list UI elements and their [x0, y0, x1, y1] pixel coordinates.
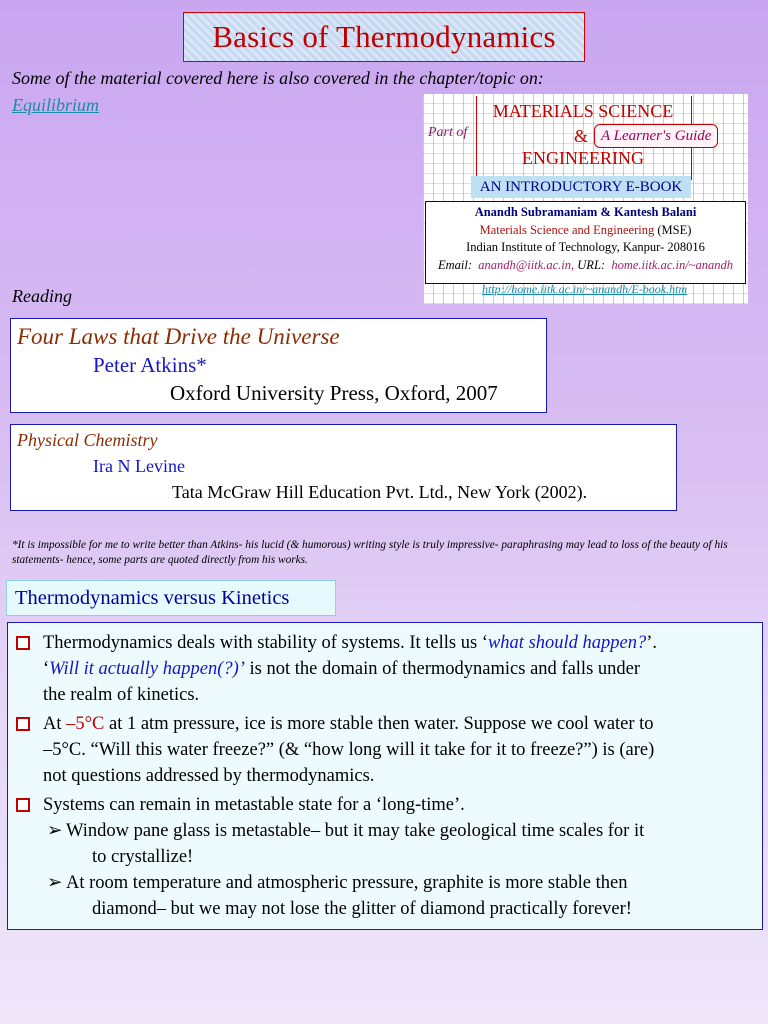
sub-bullet-2-line-1: At room temperature and atmospheric pressure, graphite is more stable then: [66, 873, 628, 893]
bullet-text: ’.: [646, 633, 658, 653]
book-author: Peter Atkins*: [93, 353, 207, 377]
equilibrium-link[interactable]: Equilibrium: [12, 95, 100, 115]
bullet-3-line-1: Systems can remain in metastable state for a ‘long-time’.: [43, 795, 465, 815]
bullet-text: ‘: [43, 659, 50, 679]
arrow-bullet-icon: ➢: [47, 873, 63, 893]
page-title: Basics of Thermodynamics: [212, 19, 556, 54]
checkbox-bullet-icon: [16, 636, 30, 650]
ebook-title-line2: ENGINEERING: [522, 148, 644, 168]
book-title: Four Laws that Drive the Universe: [17, 324, 340, 349]
ebook-email-label: Email:: [438, 257, 473, 272]
ebook-intro-banner: AN INTRODUCTORY E-BOOK: [471, 176, 691, 198]
ebook-homepage[interactable]: home.iitk.ac.in/~anandh: [611, 257, 733, 272]
checkbox-bullet-icon: [16, 717, 30, 731]
bullet-1-line-2: [43, 656, 640, 682]
page-title-box: [183, 12, 585, 62]
ebook-title-line1: MATERIALS SCIENCE: [492, 101, 674, 121]
sub-bullet-2-line-2: diamond– but we may not lose the glitter of diamond practically forever!: [92, 899, 632, 919]
bullet-1-line-1: [43, 630, 657, 656]
ebook-dept-name: Materials Science and Engineering: [479, 222, 655, 237]
bullet-2-line-1: [43, 711, 654, 737]
reading-label: Reading: [12, 286, 72, 306]
checkbox-bullet-icon: [16, 798, 30, 812]
intro-text: Some of the material covered here is also covered in the chapter/topic on:: [12, 68, 544, 88]
book-title: Physical Chemistry: [17, 430, 158, 450]
bullet-1-line-3: the realm of kinetics.: [43, 685, 200, 705]
ebook-learner-guide: A Learner's Guide: [594, 124, 718, 148]
ebook-email[interactable]: anandh@iitk.ac.in,: [478, 257, 575, 272]
bullet-quote: Will it actually happen(?)’: [49, 659, 245, 679]
bullet-2-line-2: –5°C. “Will this water freeze?” (& “how long will it take for it to freeze?”) is (are): [43, 740, 655, 760]
ebook-authors: Anandh Subramaniam & Kantesh Balani: [474, 205, 697, 219]
ebook-ampersand: &: [574, 126, 589, 146]
bullet-text: is not the domain of thermodynamics and falls under: [244, 659, 641, 679]
bullet-text: at 1 atm pressure, ice is more stable then water. Suppose we cool water to: [104, 714, 654, 734]
ebook-contact: [426, 257, 745, 275]
bullet-temperature: –5°C: [66, 714, 105, 734]
ebook-dept: [426, 222, 745, 240]
sub-bullet-1-line-1: Window pane glass is metastable– but it may take geological time scales for it: [66, 821, 645, 841]
bullet-text: Thermodynamics deals with stability of systems. It tells us ‘: [43, 633, 488, 653]
book-author: Ira N Levine: [93, 456, 185, 476]
ebook-authors-box: [425, 201, 746, 284]
sub-bullet-1-line-2: to crystallize!: [92, 847, 194, 867]
ebook-institute: Indian Institute of Technology, Kanpur- 208016: [466, 240, 705, 254]
ebook-link[interactable]: http://home.iitk.ac.in/~anandh/E-book.htm: [481, 282, 688, 296]
footnote: *It is impossible for me to write better than Atkins- his lucid (& humorous) writing style is truly impressive- paraphrasing may lead to loss of the beauty of his statements- hence, some parts are quoted directly from his works.: [12, 539, 728, 566]
bullet-2-line-3: not questions addressed by thermodynamics.: [43, 766, 375, 786]
arrow-bullet-icon: ➢: [47, 821, 63, 841]
bullet-quote: what should happen?: [487, 633, 647, 653]
section-header: Thermodynamics versus Kinetics: [6, 580, 336, 616]
bullet-text: At: [43, 714, 67, 734]
ebook-url-label: URL:: [577, 257, 606, 272]
ebook-dept-abbr: (MSE): [654, 222, 692, 237]
ebook-part-of: Part of: [428, 125, 468, 140]
book-publisher: Tata McGraw Hill Education Pvt. Ltd., New York (2002).: [172, 482, 588, 502]
book-publisher: Oxford University Press, Oxford, 2007: [170, 381, 498, 405]
